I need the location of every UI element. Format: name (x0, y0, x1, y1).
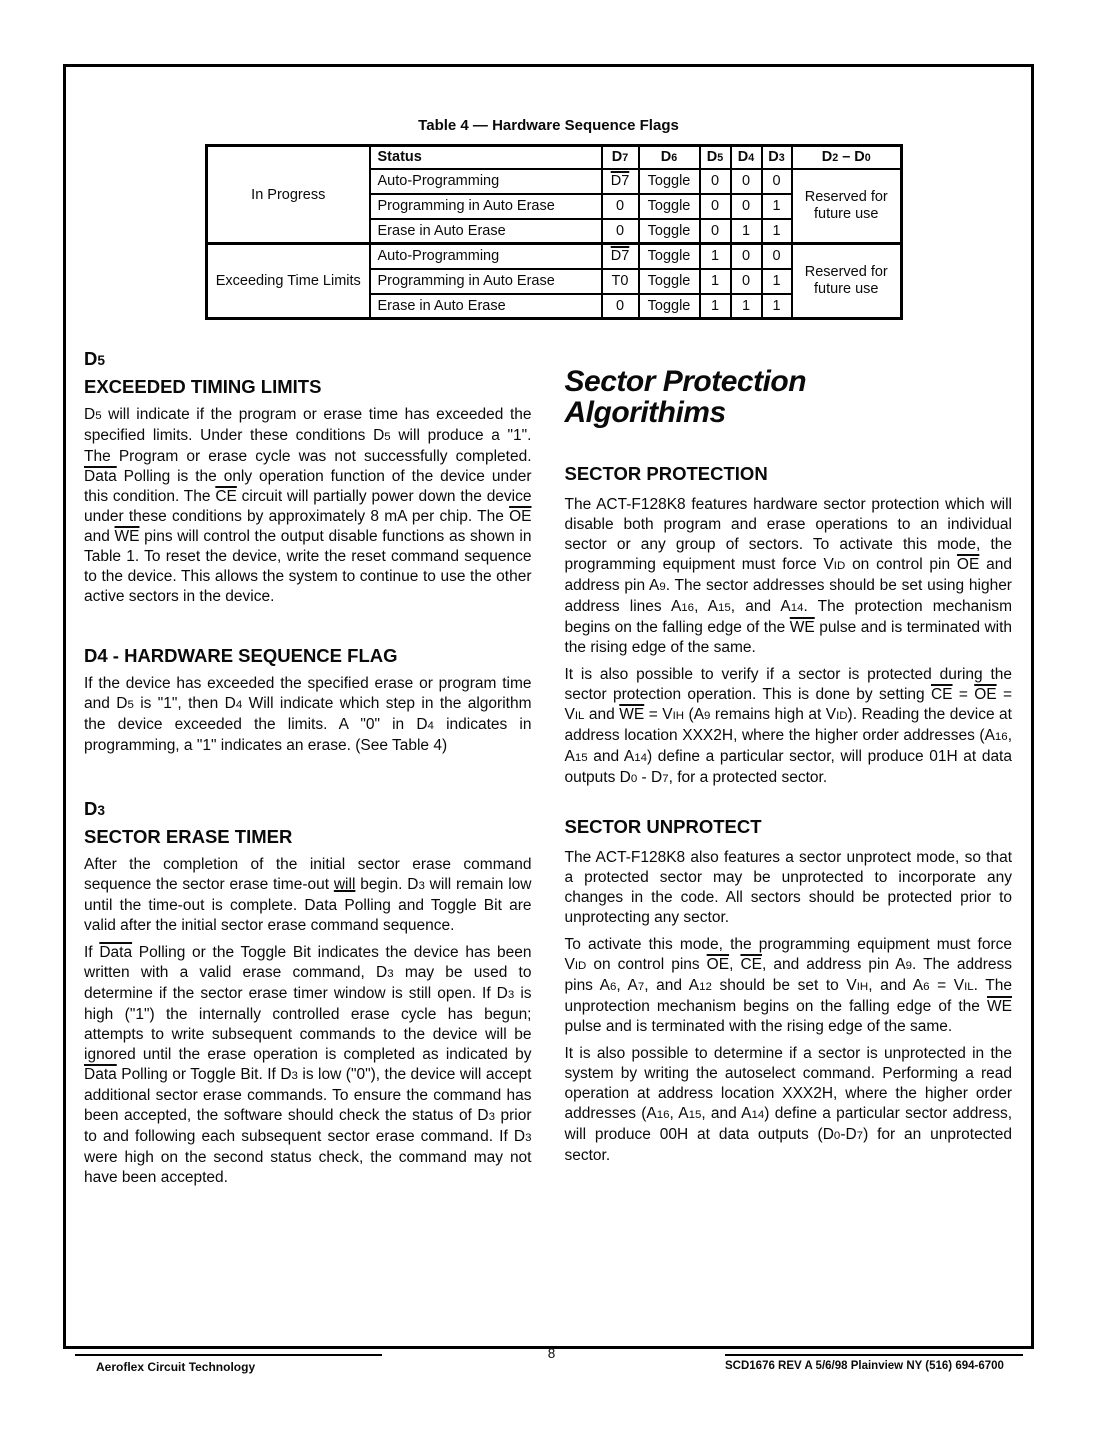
col-header-d3: D3 (762, 146, 792, 169)
sector-unprotect-paragraph-2: To activate this mode, the programming equipment must force VID on control pins $\overline{OE}$, $\overline{CE}$, and address pin A9. The address pins A6, A7, and A12 should be set to VIH, and A6 = VIL. The unprotection mechanism begins on the falling edge of the $\overline{WE}$ pulse and is terminated with the rising edge of the same. (564, 936, 1013, 1035)
status-cell: Auto-Programming (370, 169, 602, 194)
hardware-sequence-flags-table (205, 144, 903, 320)
two-column-layout (66, 320, 1031, 1188)
d7-cell: D7 (602, 244, 639, 269)
reserved-cell: Reserved for future use (792, 244, 902, 319)
d3-cell: 1 (762, 219, 792, 244)
status-cell: Auto-Programming (370, 244, 602, 269)
section-d5-id: D5 (84, 348, 105, 369)
section-d5-paragraph: D5 will indicate if the program or erase time has exceeded the specified limits. Under these conditions D5 will produce a "1". The Program or erase cycle was not successfully completed. Data Polling is the only operation function of the device under this condition. The $\overline{CE}$ circuit will partially power down the device under these conditions by approximately 8 mA per chip. The $\overline{OE}$ and $\overline{WE}$ pins will control the output disable functions as shown in Table 1. To reset the device, write the reset command sequence to the device. This allows the system to continue to use the other active sectors in the device. (84, 406, 532, 605)
table-row (207, 244, 902, 269)
d6-cell: Toggle (639, 169, 700, 194)
section-d5-title: EXCEEDED TIMING LIMITS (84, 376, 322, 397)
col-header-status: Status (370, 146, 602, 169)
d3-cell: 0 (762, 169, 792, 194)
footer-company: Aeroflex Circuit Technology (75, 1354, 382, 1374)
table-title: Table 4 — Hardware Sequence Flags (418, 117, 679, 134)
d6-cell: Toggle (639, 194, 700, 219)
col-header-d4: D4 (731, 146, 762, 169)
d4-cell: 1 (731, 219, 762, 244)
section-d4 (84, 643, 532, 756)
section-d4-paragraph: If the device has exceeded the specified erase or program time and D5 is "1", then D4 Will indicate which step in the algorithm the device exceeded the limits. A "0" in D4 indicates in programming, a "1" indicates an erase. (See Table 4) (84, 675, 532, 754)
sector-protection-paragraph-2: It is also possible to verify if a sector is protected during the sector protection operation. This is done by setting $\overline{CE} = \overline{OE}$ = VIL and $\overline{WE}$ = VIH (A9 remains high at VID). Reading the device at address location XXX2H, where the higher order addresses (A16, A15 and A14) define a particular sector, will produce 01H at data outputs D0 - D7, for a protected sector. (564, 666, 1012, 786)
d5-cell: 0 (700, 169, 731, 194)
status-cell: Erase in Auto Erase (370, 219, 602, 244)
d3-cell: 1 (762, 269, 792, 294)
d4-cell: 0 (731, 169, 762, 194)
d5-cell: 1 (700, 269, 731, 294)
row-group-label-exceeding-time-limits: Exceeding Time Limits (207, 244, 370, 319)
section-d5 (84, 346, 532, 607)
section-d3 (84, 796, 532, 1188)
section-d3-title: SECTOR ERASE TIMER (84, 826, 293, 847)
d4-cell: 0 (731, 244, 762, 269)
sector-unprotect-heading: SECTOR UNPROTECT (564, 816, 762, 837)
d7-cell: T0 (602, 269, 639, 294)
d3-cell: 1 (762, 294, 792, 319)
status-cell: Programming in Auto Erase (370, 194, 602, 219)
col-header-d5: D5 (700, 146, 731, 169)
page-footer (63, 1346, 1040, 1392)
d3-cell: 1 (762, 194, 792, 219)
d7-cell: D7 (602, 169, 639, 194)
section-d4-heading: D4 - HARDWARE SEQUENCE FLAG (84, 645, 398, 666)
table-header-row (207, 146, 902, 169)
section-d3-id: D3 (84, 798, 105, 819)
d7-cell: 0 (602, 294, 639, 319)
d4-cell: 1 (731, 294, 762, 319)
d6-cell: Toggle (639, 269, 700, 294)
section-d5-heading (84, 346, 532, 400)
sector-protection-heading: SECTOR PROTECTION (564, 463, 768, 484)
section-sector-unprotect (565, 815, 1013, 1166)
sector-unprotect-paragraph-1: The ACT-F128K8 also features a sector unprotect mode, so that a protected sector may be unprotected to incorporate any changes in the code. All sectors should be protected prior to unprotecting any sector. (564, 849, 1012, 926)
d4-cell: 0 (731, 269, 762, 294)
d7-cell: 0 (602, 219, 639, 244)
section-d3-paragraph-2: If Data Polling or the Toggle Bit indicates the device has been written with a valid erase command, D3 may be used to determine if the sector erase timer window is still open. If D3 is high ("1") the internally controlled erase cycle has begun; attempts to write subsequent commands to the device will be ignored until the erase operation is completed as indicated by Data Polling or Toggle Bit. If D3 is low ("0"), the device will accept additional sector erase commands. To ensure the command has been accepted, the software should check the status of D3 prior to and following each subsequent sector erase command. If D3 were high on the second status check, the command may not have been accepted. (84, 944, 532, 1186)
d4-cell: 0 (731, 194, 762, 219)
page-number: 8 (547, 1346, 556, 1361)
col-header-d6: D6 (639, 146, 700, 169)
col-header-d2-d0: D2 – D0 (792, 146, 902, 169)
section-d3-paragraph-1: After the completion of the initial sector erase command sequence the sector erase time-out will begin. D3 will remain low until the time-out is complete. Data Polling and Toggle Bit are valid after the initial sector erase command sequence. (84, 856, 532, 934)
status-cell: Erase in Auto Erase (370, 294, 602, 319)
reserved-cell: Reserved for future use (792, 169, 902, 244)
left-column (84, 346, 532, 1188)
footer-doc-reference: SCD1676 REV A 5/6/98 Plainview NY (516) 694-6700 (725, 1354, 1023, 1372)
section-sector-protection (565, 462, 1013, 789)
sector-unprotect-paragraph-3: It is also possible to determine if a sector is unprotected in the system by writing the autoselect command. Performing a read operation at address location XXX2H, where the higher order addresses (A16, A15, and A14) define a particular sector address, will produce 00H at data outputs (D0-D7) for an unprotected sector. (564, 1045, 1012, 1164)
row-group-label-in-progress: In Progress (207, 146, 370, 244)
d7-cell: 0 (602, 194, 639, 219)
d5-cell: 1 (700, 294, 731, 319)
d3-cell: 0 (762, 244, 792, 269)
d5-cell: 1 (700, 244, 731, 269)
section-d3-heading (84, 796, 532, 850)
d5-cell: 0 (700, 194, 731, 219)
sector-protection-algorithms-title: Sector Protection Algorithims (564, 365, 807, 429)
d6-cell: Toggle (639, 294, 700, 319)
right-column (565, 346, 1013, 1188)
d6-cell: Toggle (639, 244, 700, 269)
d5-cell: 0 (700, 219, 731, 244)
page-border-frame (63, 64, 1034, 1349)
status-cell: Programming in Auto Erase (370, 269, 602, 294)
col-header-d7: D7 (602, 146, 639, 169)
sector-protection-paragraph-1: The ACT-F128K8 features hardware sector protection which will disable both program and erase operations to an individual sector or any group of sectors. To activate this mode, the programming equipment must force VID on control pin $\overline{OE}$ and address pin A9. The sector addresses should be set using higher address lines A16, A15, and A14. The protection mechanism begins on the falling edge of the $\overline{WE}$ pulse and is terminated with the rising edge of the same. (564, 496, 1013, 656)
d6-cell: Toggle (639, 219, 700, 244)
